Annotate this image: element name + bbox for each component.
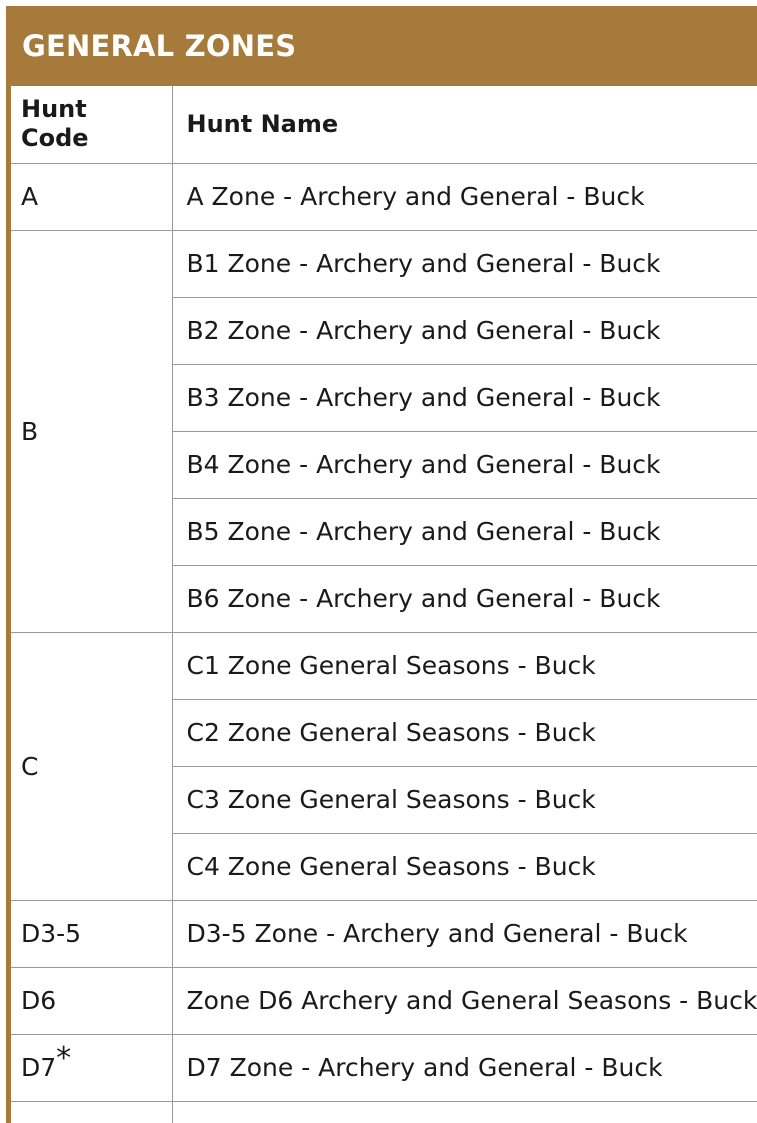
hunt-name: B1 Zone - Archery and General - Buck [186,249,661,278]
table-row [11,230,757,297]
hunt-name: D3-5 Zone - Archery and General - Buck [186,919,688,948]
hunt-table [11,86,757,1123]
hunt-name-cell [172,833,757,900]
table-row [11,632,757,699]
hunt-code-cell [11,230,172,632]
hunt-name: A Zone - Archery and General - Buck [186,182,645,211]
table-tail [11,1101,757,1123]
hunt-name: B2 Zone - Archery and General - Buck [186,316,661,345]
hunt-name-cell [172,364,757,431]
hunt-name-cell [172,699,757,766]
hunt-name: C4 Zone General Seasons - Buck [186,852,596,881]
hunt-code-cell [11,900,172,967]
hunt-code-cell [11,1034,172,1101]
table-row [11,1034,757,1101]
hunt-name: C1 Zone General Seasons - Buck [186,651,596,680]
table-row-partial [11,1101,757,1123]
hunt-name-cell [172,967,757,1034]
hunt-code: D3-5 [21,919,82,948]
hunt-code-cell [11,967,172,1034]
general-zones-panel [6,6,757,1123]
table-row [11,967,757,1034]
hunt-code: D7 [21,1053,57,1082]
header-hunt-code-line1: Hunt [21,95,87,124]
hunt-name-cell [172,900,757,967]
table-body [11,163,757,1101]
hunt-name-cell [172,498,757,565]
hunt-name: Zone D6 Archery and General Seasons - Buck [186,986,757,1015]
hunt-code: D6 [21,986,57,1015]
hunt-name: B3 Zone - Archery and General - Buck [186,383,661,412]
hunt-name-cell [172,297,757,364]
header-hunt-code [11,86,172,163]
hunt-name: D7 Zone - Archery and General - Buck [186,1053,663,1082]
hunt-name: C2 Zone General Seasons - Buck [186,718,596,747]
hunt-name-cell [172,766,757,833]
hunt-name-cell-empty [172,1101,757,1123]
hunt-code-cell-empty [11,1101,172,1123]
table-row [11,163,757,230]
footnote-marker: * [56,1041,72,1076]
table-row [11,900,757,967]
hunt-name-cell [172,230,757,297]
hunt-name-cell [172,632,757,699]
hunt-name-cell [172,565,757,632]
hunt-name: C3 Zone General Seasons - Buck [186,785,596,814]
header-hunt-name: Hunt Name [172,86,757,163]
hunt-name-cell [172,431,757,498]
header-hunt-code-line2: Code [21,124,89,153]
hunt-code-cell [11,632,172,900]
hunt-code: A [21,182,39,211]
hunt-name-cell [172,1034,757,1101]
table-header-row [11,86,757,163]
section-title: GENERAL ZONES [11,6,757,86]
hunt-code-cell [11,163,172,230]
hunt-name: B5 Zone - Archery and General - Buck [186,517,661,546]
hunt-code: C [21,751,39,781]
hunt-name: B4 Zone - Archery and General - Buck [186,450,661,479]
hunt-name: B6 Zone - Archery and General - Buck [186,584,661,613]
hunt-code: B [21,416,39,446]
hunt-name-cell [172,163,757,230]
